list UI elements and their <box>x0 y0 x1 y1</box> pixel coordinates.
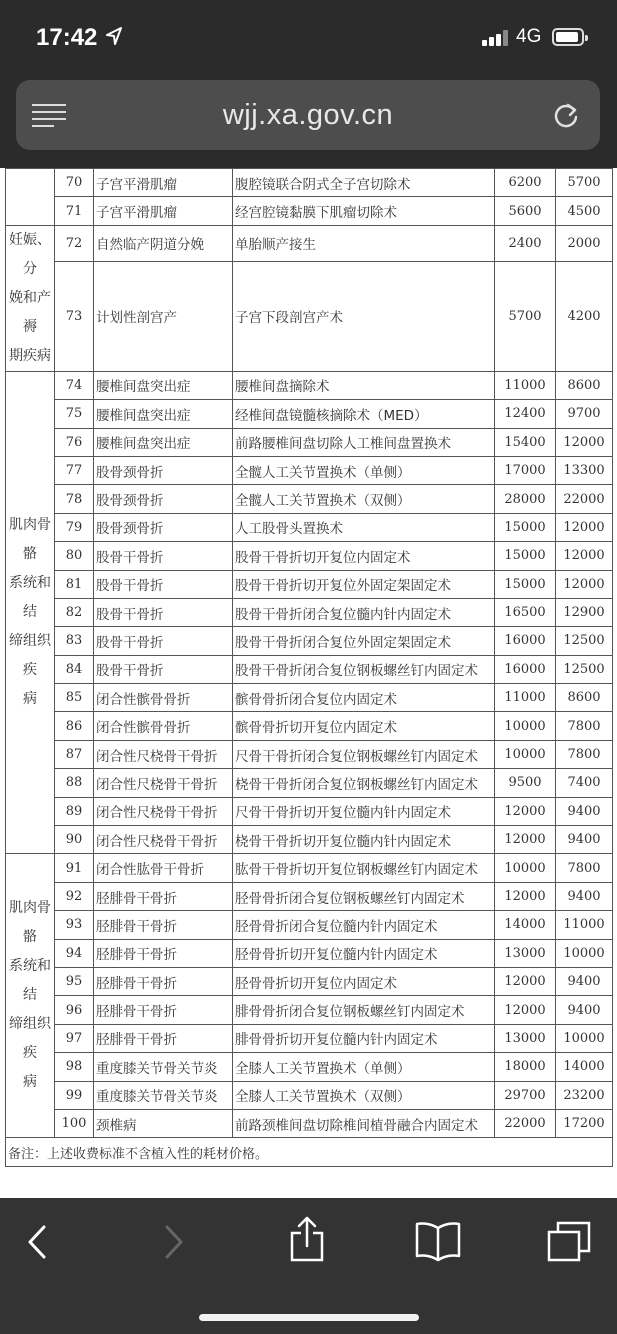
category-cell <box>6 169 55 226</box>
row-number: 86 <box>55 712 94 740</box>
status-bar <box>0 0 617 80</box>
procedure-name: 腓骨骨折切开复位髓内针内固定术 <box>233 1024 495 1052</box>
price-tier-2: 9400 <box>556 797 613 825</box>
price-tier-1: 13000 <box>495 939 556 967</box>
table-row <box>6 598 613 626</box>
price-tier-1: 11000 <box>495 371 556 399</box>
price-tier-2: 9400 <box>556 826 613 854</box>
table-row <box>6 911 613 939</box>
procedure-name: 胫骨骨折切开复位内固定术 <box>233 967 495 995</box>
price-tier-1: 9500 <box>495 769 556 797</box>
table-row <box>6 1053 613 1081</box>
table-row <box>6 169 613 197</box>
price-tier-1: 10000 <box>495 740 556 768</box>
row-number: 95 <box>55 967 94 995</box>
table-row <box>6 428 613 456</box>
procedure-name: 前路腰椎间盘切除人工椎间盘置换术 <box>233 428 495 456</box>
price-tier-1: 12000 <box>495 882 556 910</box>
price-tier-2: 7800 <box>556 854 613 882</box>
table-row <box>6 996 613 1024</box>
fee-table <box>5 168 613 1167</box>
price-tier-1: 13000 <box>495 1024 556 1052</box>
price-tier-2: 8600 <box>556 371 613 399</box>
disease-name: 自然临产阴道分娩 <box>94 225 233 261</box>
disease-name: 股骨干骨折 <box>94 655 233 683</box>
row-number: 84 <box>55 655 94 683</box>
procedure-name: 腰椎间盘摘除术 <box>233 371 495 399</box>
price-tier-2: 12500 <box>556 655 613 683</box>
price-tier-1: 12400 <box>495 400 556 428</box>
procedure-name: 全膝人工关节置换术（单侧） <box>233 1053 495 1081</box>
price-tier-2: 14000 <box>556 1053 613 1081</box>
disease-name: 胫腓骨干骨折 <box>94 882 233 910</box>
network-type: 4G <box>516 26 542 47</box>
disease-name: 重度膝关节骨关节炎 <box>94 1053 233 1081</box>
table-row <box>6 570 613 598</box>
price-tier-1: 15000 <box>495 542 556 570</box>
disease-name: 子宫平滑肌瘤 <box>94 169 233 197</box>
row-number: 91 <box>55 854 94 882</box>
row-number: 93 <box>55 911 94 939</box>
row-number: 97 <box>55 1024 94 1052</box>
row-number: 82 <box>55 598 94 626</box>
row-number: 100 <box>55 1109 94 1137</box>
home-indicator <box>199 1314 419 1321</box>
row-number: 83 <box>55 627 94 655</box>
procedure-name: 桡骨干骨折切开复位髓内针内固定术 <box>233 826 495 854</box>
table-row <box>6 797 613 825</box>
disease-name: 闭合性尺桡骨干骨折 <box>94 769 233 797</box>
price-tier-2: 9400 <box>556 996 613 1024</box>
procedure-name: 尺骨干骨折闭合复位钢板螺丝钉内固定术 <box>233 740 495 768</box>
tabs-icon[interactable] <box>546 1220 592 1262</box>
table-row <box>6 262 613 372</box>
table-row <box>6 513 613 541</box>
share-icon[interactable] <box>288 1216 326 1262</box>
price-tier-1: 16000 <box>495 655 556 683</box>
disease-name: 股骨颈骨折 <box>94 456 233 484</box>
price-tier-2: 23200 <box>556 1081 613 1109</box>
row-number: 75 <box>55 400 94 428</box>
procedure-name: 经椎间盘镜髓核摘除术（MED） <box>233 400 495 428</box>
table-row <box>6 882 613 910</box>
disease-name: 闭合性尺桡骨干骨折 <box>94 826 233 854</box>
procedure-name: 髌骨骨折切开复位内固定术 <box>233 712 495 740</box>
back-icon[interactable] <box>26 1224 48 1260</box>
row-number: 81 <box>55 570 94 598</box>
disease-name: 颈椎病 <box>94 1109 233 1137</box>
table-row <box>6 967 613 995</box>
row-number: 94 <box>55 939 94 967</box>
procedure-name: 全膝人工关节置换术（双侧） <box>233 1081 495 1109</box>
price-tier-2: 8600 <box>556 684 613 712</box>
table-row <box>6 400 613 428</box>
table-row <box>6 712 613 740</box>
table-row <box>6 684 613 712</box>
price-tier-1: 6200 <box>495 169 556 197</box>
procedure-name: 胫骨骨折切开复位髓内针内固定术 <box>233 939 495 967</box>
price-tier-1: 5700 <box>495 262 556 372</box>
procedure-name: 股骨干骨折切开复位内固定术 <box>233 542 495 570</box>
procedure-name: 尺骨干骨折切开复位髓内针内固定术 <box>233 797 495 825</box>
price-tier-2: 12000 <box>556 428 613 456</box>
category-cell: 肌肉骨骼 系统和结 缔组织疾 病 <box>6 371 55 854</box>
disease-name: 腰椎间盘突出症 <box>94 428 233 456</box>
disease-name: 闭合性尺桡骨干骨折 <box>94 740 233 768</box>
price-tier-2: 11000 <box>556 911 613 939</box>
table-row <box>6 740 613 768</box>
procedure-name: 桡骨干骨折闭合复位钢板螺丝钉内固定术 <box>233 769 495 797</box>
price-tier-1: 12000 <box>495 996 556 1024</box>
price-tier-2: 5700 <box>556 169 613 197</box>
price-tier-1: 15000 <box>495 513 556 541</box>
row-number: 71 <box>55 197 94 225</box>
procedure-name: 胫骨骨折闭合复位钢板螺丝钉内固定术 <box>233 882 495 910</box>
table-row <box>6 1081 613 1109</box>
disease-name: 闭合性髌骨骨折 <box>94 684 233 712</box>
row-number: 80 <box>55 542 94 570</box>
row-number: 73 <box>55 262 94 372</box>
row-number: 87 <box>55 740 94 768</box>
table-row <box>6 939 613 967</box>
price-tier-2: 9400 <box>556 967 613 995</box>
disease-name: 胫腓骨干骨折 <box>94 967 233 995</box>
price-tier-2: 10000 <box>556 1024 613 1052</box>
disease-name: 胫腓骨干骨折 <box>94 996 233 1024</box>
price-tier-1: 16000 <box>495 627 556 655</box>
procedure-name: 股骨干骨折切开复位外固定架固定术 <box>233 570 495 598</box>
procedure-name: 单胎顺产接生 <box>233 225 495 261</box>
price-tier-2: 12000 <box>556 513 613 541</box>
price-tier-1: 28000 <box>495 485 556 513</box>
table-row <box>6 826 613 854</box>
procedure-name: 腓骨骨折闭合复位钢板螺丝钉内固定术 <box>233 996 495 1024</box>
procedure-name: 肱骨干骨折切开复位钢板螺丝钉内固定术 <box>233 854 495 882</box>
category-cell: 肌肉骨骼 系统和结 缔组织疾 病 <box>6 854 55 1138</box>
price-tier-2: 22000 <box>556 485 613 513</box>
procedure-name: 髌骨骨折闭合复位内固定术 <box>233 684 495 712</box>
disease-name: 股骨颈骨折 <box>94 513 233 541</box>
price-tier-1: 29700 <box>495 1081 556 1109</box>
row-number: 89 <box>55 797 94 825</box>
price-tier-1: 16500 <box>495 598 556 626</box>
price-tier-2: 2000 <box>556 225 613 261</box>
note-row <box>6 1138 613 1166</box>
price-tier-2: 12000 <box>556 570 613 598</box>
table-row <box>6 655 613 683</box>
disease-name: 股骨干骨折 <box>94 570 233 598</box>
row-number: 78 <box>55 485 94 513</box>
disease-name: 股骨干骨折 <box>94 598 233 626</box>
bookmarks-icon[interactable] <box>414 1220 462 1262</box>
table-row <box>6 854 613 882</box>
disease-name: 胫腓骨干骨折 <box>94 911 233 939</box>
table-row <box>6 485 613 513</box>
table-row <box>6 1024 613 1052</box>
price-tier-1: 17000 <box>495 456 556 484</box>
row-number: 92 <box>55 882 94 910</box>
disease-name: 股骨干骨折 <box>94 542 233 570</box>
price-tier-1: 12000 <box>495 797 556 825</box>
disease-name: 腰椎间盘突出症 <box>94 400 233 428</box>
price-tier-1: 11000 <box>495 684 556 712</box>
disease-name: 股骨干骨折 <box>94 627 233 655</box>
location-arrow-icon <box>106 27 122 45</box>
price-tier-1: 15000 <box>495 570 556 598</box>
category-cell: 妊娠、分 娩和产褥 期疾病 <box>6 225 55 371</box>
price-tier-2: 7800 <box>556 740 613 768</box>
status-time: 17:42 <box>36 24 98 51</box>
row-number: 90 <box>55 826 94 854</box>
reload-icon[interactable] <box>552 101 580 129</box>
price-tier-2: 9700 <box>556 400 613 428</box>
table-row <box>6 371 613 399</box>
price-tier-2: 12000 <box>556 542 613 570</box>
procedure-name: 子宫下段剖宫产术 <box>233 262 495 372</box>
row-number: 76 <box>55 428 94 456</box>
address-bar[interactable] <box>16 80 600 150</box>
procedure-name: 经宫腔镜黏膜下肌瘤切除术 <box>233 197 495 225</box>
row-number: 88 <box>55 769 94 797</box>
price-tier-1: 15400 <box>495 428 556 456</box>
procedure-name: 全髋人工关节置换术（双侧） <box>233 485 495 513</box>
disease-name: 子宫平滑肌瘤 <box>94 197 233 225</box>
procedure-name: 股骨干骨折闭合复位髓内针内固定术 <box>233 598 495 626</box>
price-tier-1: 12000 <box>495 826 556 854</box>
forward-icon[interactable] <box>163 1224 185 1260</box>
web-page-content[interactable] <box>0 168 617 1198</box>
price-tier-1: 2400 <box>495 225 556 261</box>
row-number: 85 <box>55 684 94 712</box>
price-tier-1: 22000 <box>495 1109 556 1137</box>
table-row <box>6 225 613 261</box>
row-number: 99 <box>55 1081 94 1109</box>
disease-name: 股骨颈骨折 <box>94 485 233 513</box>
price-tier-1: 12000 <box>495 967 556 995</box>
disease-name: 计划性剖宫产 <box>94 262 233 372</box>
row-number: 96 <box>55 996 94 1024</box>
procedure-name: 胫骨骨折闭合复位髓内针内固定术 <box>233 911 495 939</box>
procedure-name: 人工股骨头置换术 <box>233 513 495 541</box>
procedure-name: 前路颈椎间盘切除椎间植骨融合内固定术 <box>233 1109 495 1137</box>
price-tier-2: 4200 <box>556 262 613 372</box>
disease-name: 闭合性髌骨骨折 <box>94 712 233 740</box>
price-tier-1: 5600 <box>495 197 556 225</box>
row-number: 77 <box>55 456 94 484</box>
cellular-signal-icon <box>482 30 508 46</box>
disease-name: 腰椎间盘突出症 <box>94 371 233 399</box>
disease-name: 闭合性尺桡骨干骨折 <box>94 797 233 825</box>
url-text[interactable]: wjj.xa.gov.cn <box>222 99 394 131</box>
table-row <box>6 769 613 797</box>
footnote: 备注：上述收费标准不含植入性的耗材价格。 <box>6 1138 613 1166</box>
procedure-name: 股骨干骨折闭合复位钢板螺丝钉内固定术 <box>233 655 495 683</box>
row-number: 79 <box>55 513 94 541</box>
table-row <box>6 627 613 655</box>
price-tier-2: 7400 <box>556 769 613 797</box>
disease-name: 重度膝关节骨关节炎 <box>94 1081 233 1109</box>
table-row <box>6 197 613 225</box>
battery-icon <box>552 28 584 46</box>
price-tier-1: 14000 <box>495 911 556 939</box>
disease-name: 胫腓骨干骨折 <box>94 939 233 967</box>
price-tier-2: 4500 <box>556 197 613 225</box>
price-tier-2: 9400 <box>556 882 613 910</box>
procedure-name: 腹腔镜联合阴式全子宫切除术 <box>233 169 495 197</box>
price-tier-2: 10000 <box>556 939 613 967</box>
price-tier-2: 12500 <box>556 627 613 655</box>
price-tier-1: 18000 <box>495 1053 556 1081</box>
table-row <box>6 542 613 570</box>
table-row <box>6 456 613 484</box>
price-tier-2: 12900 <box>556 598 613 626</box>
price-tier-2: 17200 <box>556 1109 613 1137</box>
disease-name: 闭合性肱骨干骨折 <box>94 854 233 882</box>
price-tier-2: 13300 <box>556 456 613 484</box>
row-number: 98 <box>55 1053 94 1081</box>
procedure-name: 股骨干骨折闭合复位外固定架固定术 <box>233 627 495 655</box>
price-tier-2: 7800 <box>556 712 613 740</box>
disease-name: 胫腓骨干骨折 <box>94 1024 233 1052</box>
price-tier-1: 10000 <box>495 854 556 882</box>
table-row <box>6 1109 613 1137</box>
row-number: 74 <box>55 371 94 399</box>
row-number: 72 <box>55 225 94 261</box>
procedure-name: 全髋人工关节置换术（单侧） <box>233 456 495 484</box>
price-tier-1: 10000 <box>495 712 556 740</box>
row-number: 70 <box>55 169 94 197</box>
